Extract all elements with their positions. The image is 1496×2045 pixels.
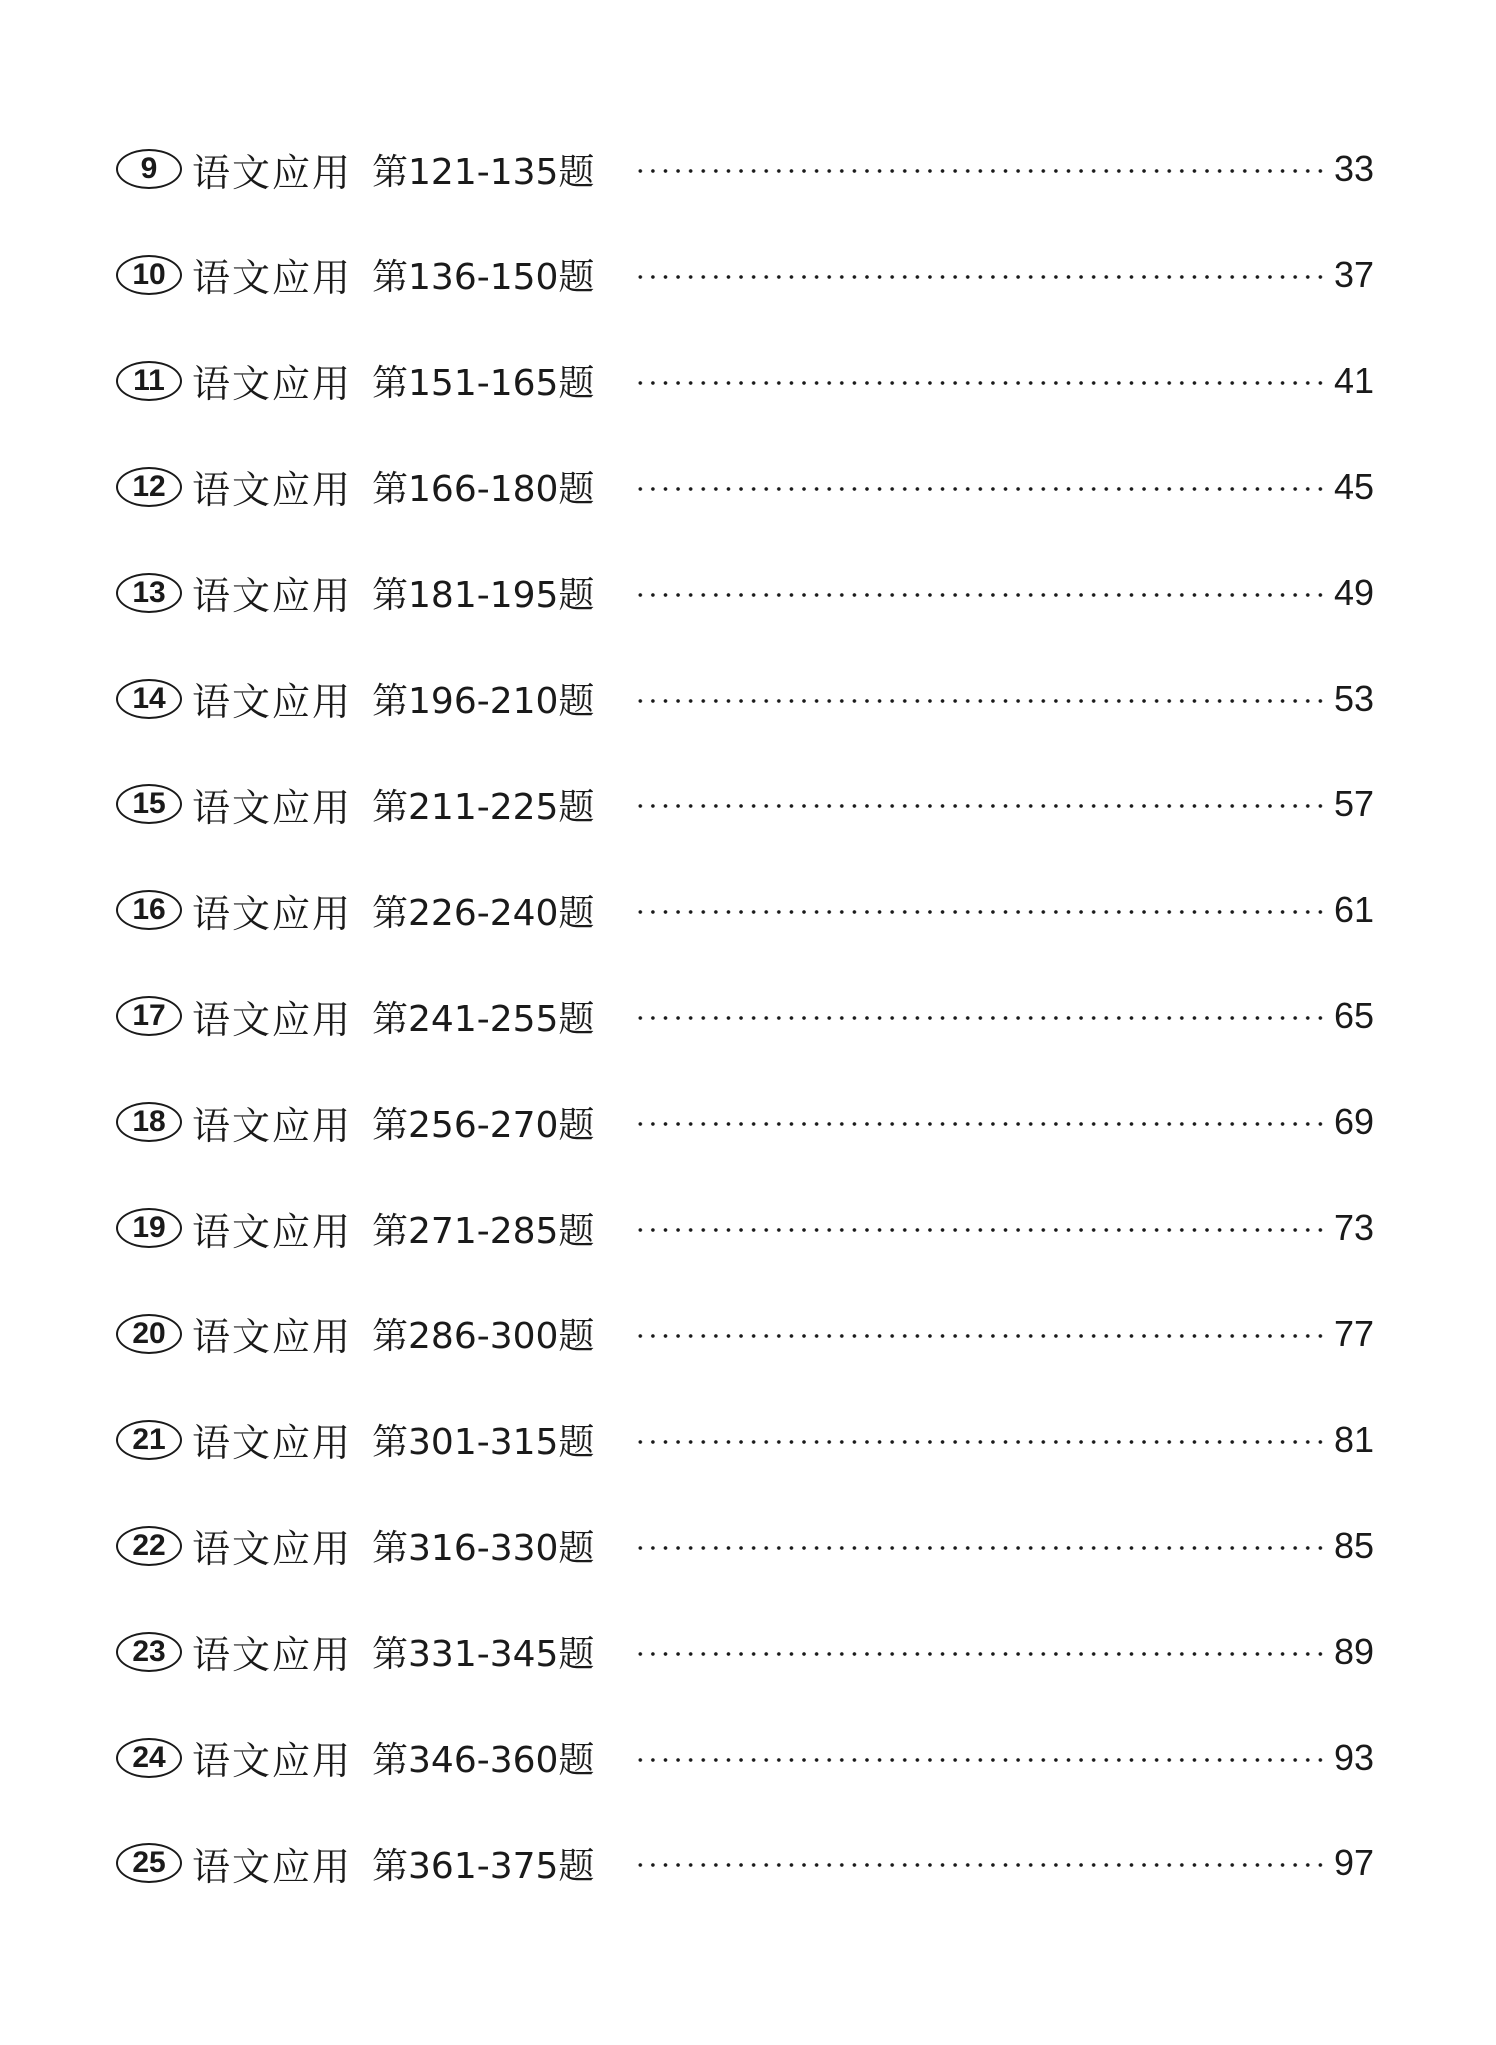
toc-entry-number-badge: 16 [116,890,182,930]
toc-entry-question-range: 第256-270题 [372,1104,595,1146]
toc-entry[interactable] [116,1304,1388,1364]
dot-leader [634,1334,1328,1338]
toc-entry-subject: 语文应用 [192,468,353,513]
toc-entry[interactable] [116,986,1388,1046]
toc-entry-subject: 语文应用 [192,574,353,619]
toc-entry-number-badge: 13 [116,573,182,613]
toc-entry-subject: 语文应用 [192,1315,353,1360]
toc-entry-subject: 语文应用 [192,1209,353,1254]
toc-entry-number-badge: 14 [116,679,182,719]
dot-leader [634,1652,1328,1656]
toc-entry-page-number: 65 [1334,995,1375,1037]
toc-entry-number-badge: 24 [116,1738,182,1778]
toc-entry-question-range: 第241-255题 [372,998,595,1040]
toc-entry-question-range: 第211-225题 [372,786,595,828]
toc-entry[interactable] [116,1622,1388,1682]
dot-leader [634,1122,1328,1126]
dot-leader [634,804,1328,808]
toc-entry-question-range: 第196-210题 [372,681,595,722]
toc-entry-question-range: 第271-285题 [372,1210,595,1252]
toc-entry-question-range: 第151-165题 [372,363,595,405]
toc-entry-subject: 语文应用 [192,1739,353,1783]
toc-entry-page-number: 97 [1334,1842,1375,1884]
toc-entry-question-range: 第286-300题 [372,1316,595,1358]
toc-entry-number-badge: 9 [116,149,182,189]
toc-entry-subject: 语文应用 [192,1527,353,1572]
toc-entry[interactable] [116,563,1388,623]
toc-entry-subject: 语文应用 [192,1103,353,1148]
toc-entry-page-number: 41 [1334,359,1375,401]
toc-entry[interactable] [116,351,1388,411]
toc-entry[interactable] [116,1198,1388,1258]
toc-entry-question-range: 第346-360题 [372,1740,595,1781]
toc-entry-page-number: 93 [1334,1736,1375,1778]
toc-entry-number-badge: 19 [116,1208,182,1248]
toc-entry-subject: 语文应用 [192,1421,353,1466]
dot-leader [634,381,1328,385]
dot-leader [634,1440,1328,1444]
toc-entry[interactable] [116,880,1388,940]
toc-entry-number-badge: 11 [116,361,182,401]
toc-entry-page-number: 57 [1334,783,1375,825]
toc-entry-number-badge: 12 [116,467,182,507]
dot-leader [634,1016,1328,1020]
toc-entry[interactable] [116,1728,1388,1788]
toc-entry-number-badge: 10 [116,255,182,295]
toc-entry-subject: 语文应用 [192,1633,353,1678]
toc-entry[interactable] [116,774,1388,834]
toc-entry-page-number: 73 [1334,1207,1375,1248]
toc-entry-subject: 语文应用 [192,256,353,301]
dot-leader [634,169,1328,173]
toc-entry-subject: 语文应用 [192,1844,353,1889]
dot-leader [634,1863,1328,1867]
toc-entry-number-badge: 18 [116,1102,182,1142]
toc-entry-question-range: 第166-180题 [372,469,595,511]
dot-leader [634,1758,1328,1762]
toc-entry-question-range: 第121-135题 [372,151,595,193]
toc-entry[interactable] [116,1516,1388,1576]
dot-leader [634,487,1328,491]
toc-entry-number-badge: 25 [116,1843,182,1883]
toc-entry[interactable] [116,1410,1388,1470]
toc-entry[interactable] [116,1092,1388,1152]
toc-entry-page-number: 37 [1334,253,1375,295]
toc-entry-number-badge: 21 [116,1420,182,1460]
toc-entry-page-number: 85 [1334,1524,1375,1566]
toc-entry-subject: 语文应用 [192,150,353,195]
toc-entry-subject: 语文应用 [192,891,353,936]
toc-entry-number-badge: 22 [116,1526,182,1566]
dot-leader [634,1546,1328,1550]
dot-leader [634,910,1328,914]
toc-entry-number-badge: 20 [116,1314,182,1354]
toc-entry[interactable] [116,1833,1388,1893]
toc-entry-page-number: 45 [1334,465,1375,507]
toc-entry-page-number: 89 [1334,1630,1375,1672]
dot-leader [634,275,1328,279]
toc-entry[interactable] [116,139,1388,199]
toc-entry-page-number: 33 [1334,148,1375,189]
toc-entry-subject: 语文应用 [192,785,353,830]
toc-entry-page-number: 81 [1334,1418,1375,1460]
toc-entry-number-badge: 23 [116,1632,182,1672]
toc-entry-subject: 语文应用 [192,362,353,407]
dot-leader [634,699,1328,703]
toc-entry-question-range: 第226-240题 [372,892,595,934]
toc-entry-question-range: 第136-150题 [372,257,595,299]
toc-entry-question-range: 第181-195题 [372,575,595,617]
toc-entry-number-badge: 17 [116,996,182,1036]
toc-entry-question-range: 第361-375题 [372,1845,595,1887]
dot-leader [634,593,1328,597]
toc-entry-page-number: 53 [1334,677,1375,719]
toc-entry-question-range: 第331-345题 [372,1634,595,1676]
toc-entry-subject: 语文应用 [192,997,353,1042]
toc-entry-question-range: 第301-315题 [372,1422,595,1464]
toc-entry[interactable] [116,245,1388,305]
toc-entry-question-range: 第316-330题 [372,1528,595,1570]
toc-entry-page-number: 61 [1334,889,1375,931]
toc-entry-number-badge: 15 [116,784,182,824]
toc-entry[interactable] [116,669,1388,729]
dot-leader [634,1228,1328,1232]
toc-entry-subject: 语文应用 [192,680,353,724]
toc-entry-page-number: 49 [1334,571,1375,613]
toc-entry[interactable] [116,457,1388,517]
toc-entry-page-number: 77 [1334,1312,1375,1354]
toc-entry-page-number: 69 [1334,1101,1375,1143]
